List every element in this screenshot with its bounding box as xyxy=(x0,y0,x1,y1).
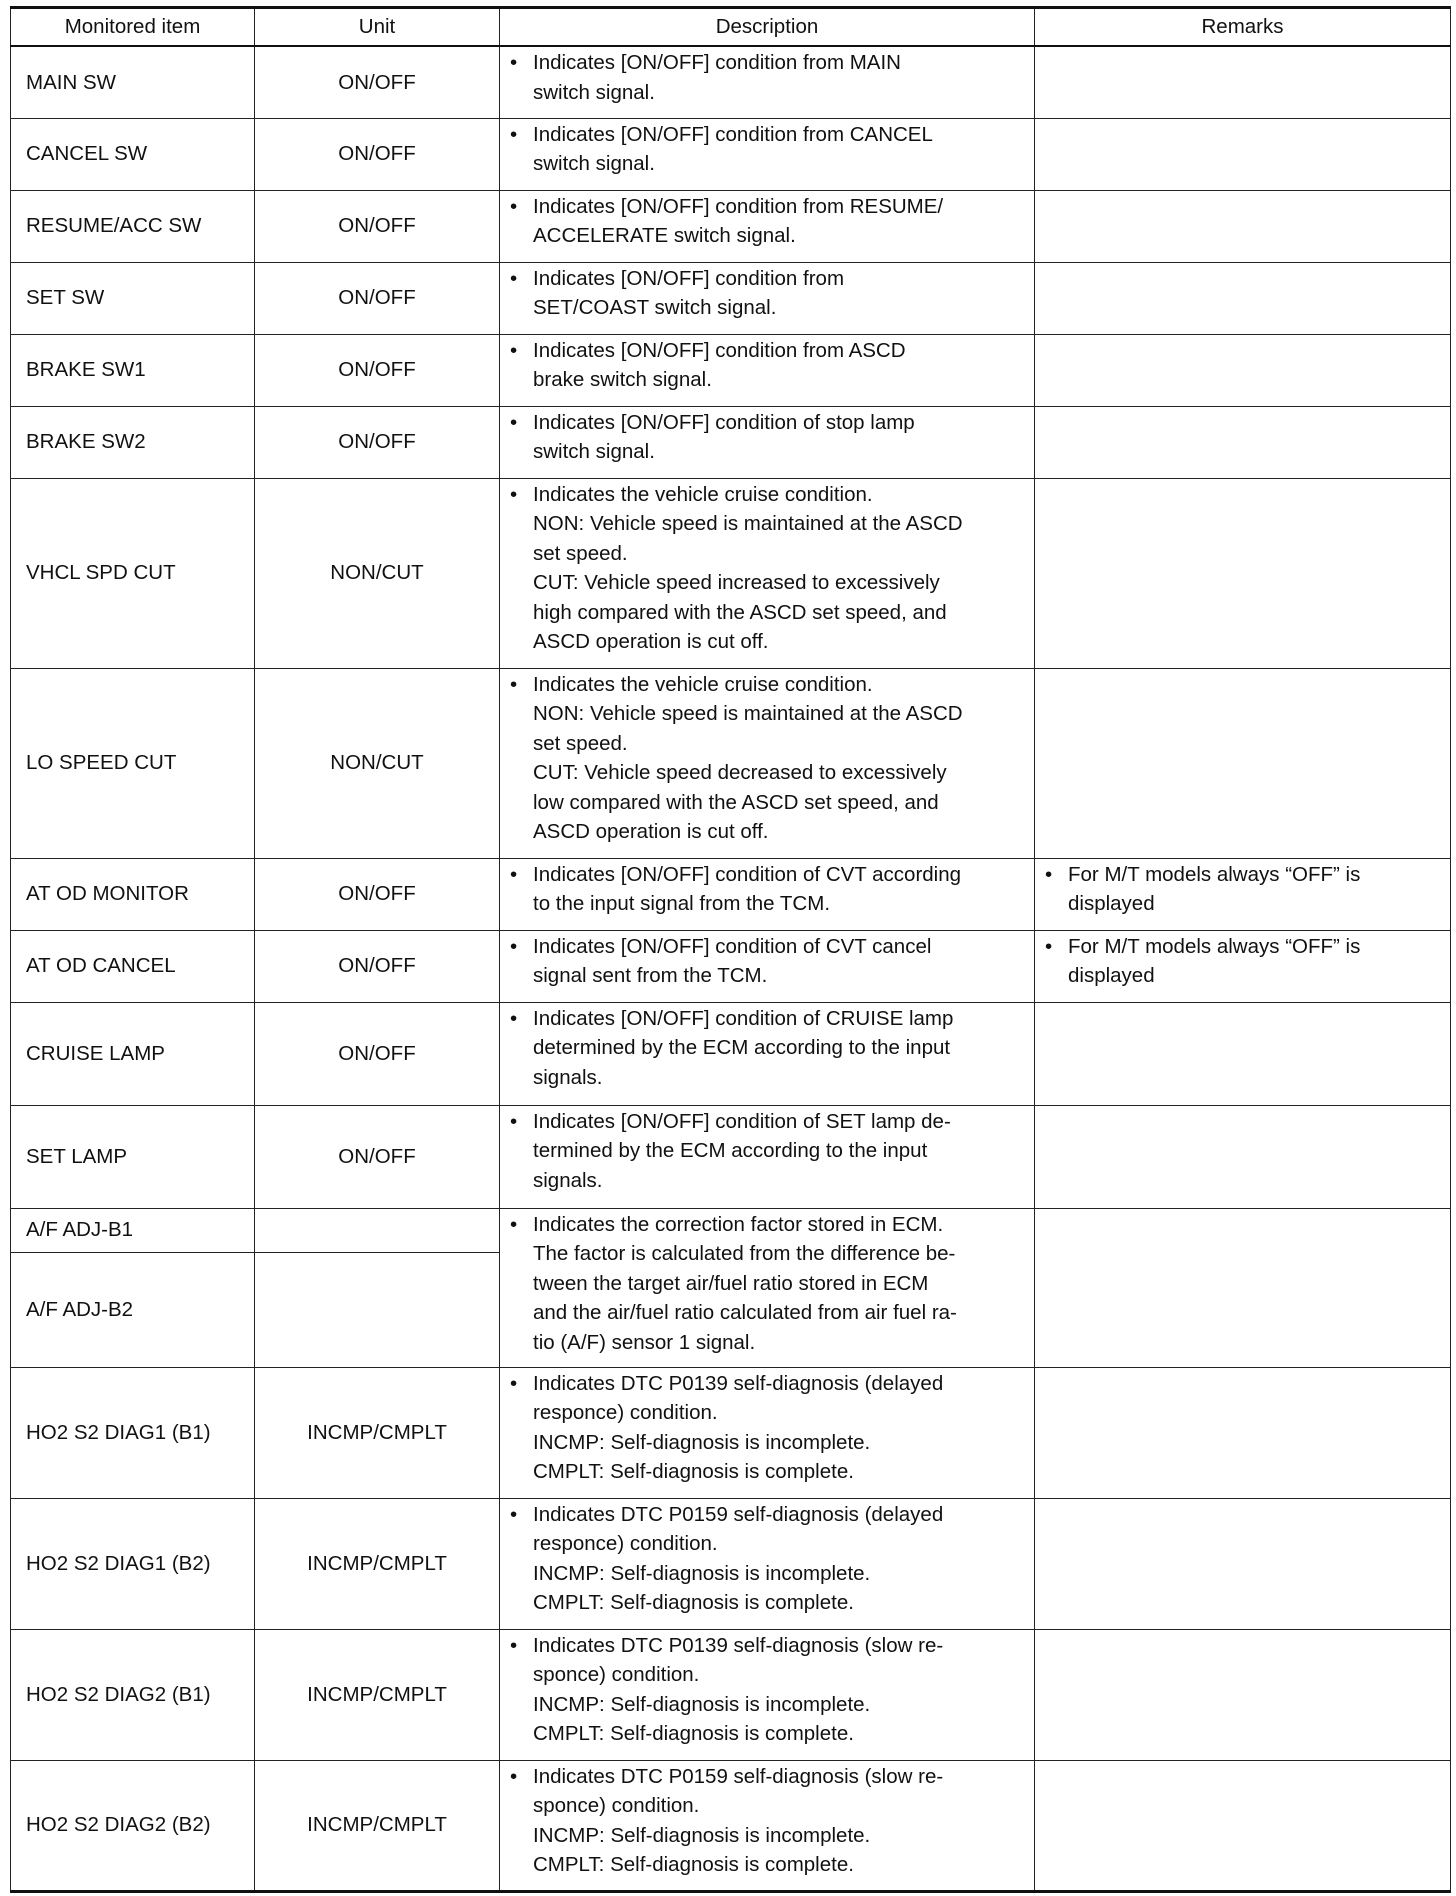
remarks-cell xyxy=(1035,334,1451,406)
description-bullet xyxy=(510,1107,1030,1196)
bullet-icon: • xyxy=(510,410,518,434)
description-line: Indicates DTC P0159 self-diagnosis (slow re- xyxy=(533,1764,944,1788)
description-line: Indicates [ON/OFF] condition from MAIN xyxy=(533,51,901,74)
bullet-icon: • xyxy=(510,1371,518,1395)
monitor-table-page xyxy=(10,6,1450,1893)
table-row xyxy=(11,478,1451,668)
description-line: INCMP: Self-diagnosis is incomplete. xyxy=(533,1430,871,1454)
description-cell xyxy=(500,930,1035,1002)
description-cell xyxy=(500,262,1035,334)
remarks-line: For M/T models always “OFF” is xyxy=(1068,934,1361,958)
description-line: Indicates the vehicle cruise condition. xyxy=(533,482,873,506)
bullet-icon: • xyxy=(510,194,518,218)
description-line: INCMP: Self-diagnosis is incomplete. xyxy=(533,1692,871,1716)
table-row xyxy=(11,858,1451,930)
description-line: responce) condition. xyxy=(533,1401,718,1424)
unit-cell: ON/OFF xyxy=(255,858,500,930)
bullet-icon: • xyxy=(510,672,518,696)
remarks-cell xyxy=(1035,46,1451,118)
monitored-item-cell: A/F ADJ-B2 xyxy=(11,1252,255,1367)
bullet-icon: • xyxy=(510,266,518,290)
remarks-line: displayed xyxy=(1068,892,1155,915)
monitored-item-cell: HO2 S2 DIAG1 (B2) xyxy=(11,1498,255,1629)
description-line: signals. xyxy=(533,1168,603,1192)
description-line: tio (A/F) sensor 1 signal. xyxy=(533,1330,756,1354)
description-line: INCMP: Self-diagnosis is incomplete. xyxy=(533,1823,871,1847)
description-line: switch signal. xyxy=(533,440,655,463)
description-line: Indicates DTC P0159 self-diagnosis (delayed xyxy=(533,1502,944,1526)
description-line: CMPLT: Self-diagnosis is complete. xyxy=(533,1591,854,1614)
remarks-line: displayed xyxy=(1068,964,1155,987)
description-line: CMPLT: Self-diagnosis is complete. xyxy=(533,1853,854,1876)
remarks-cell xyxy=(1035,190,1451,262)
description-line: Indicates [ON/OFF] condition from ASCD xyxy=(533,338,906,362)
unit-cell: INCMP/CMPLT xyxy=(255,1498,500,1629)
description-line: ACCELERATE switch signal. xyxy=(533,224,796,247)
unit-cell: INCMP/CMPLT xyxy=(255,1760,500,1891)
description-cell xyxy=(500,478,1035,668)
remarks-cell xyxy=(1035,1629,1451,1760)
bullet-icon: • xyxy=(510,122,518,146)
remarks-cell xyxy=(1035,930,1451,1002)
description-line: set speed. xyxy=(533,731,628,755)
description-cell xyxy=(500,1105,1035,1208)
description-line: Indicates the correction factor stored in ECM. xyxy=(533,1212,944,1236)
bullet-icon: • xyxy=(510,482,518,506)
unit-cell: ON/OFF xyxy=(255,118,500,190)
description-cell xyxy=(500,46,1035,118)
monitored-items-table xyxy=(10,6,1451,1893)
description-line: SET/COAST switch signal. xyxy=(533,296,777,319)
unit-cell: ON/OFF xyxy=(255,190,500,262)
description-line: sponce) condition. xyxy=(533,1794,700,1817)
remarks-cell xyxy=(1035,668,1451,858)
description-cell xyxy=(500,1498,1035,1629)
description-line: signal sent from the TCM. xyxy=(533,964,768,987)
monitored-item-cell: SET SW xyxy=(11,262,255,334)
description-cell xyxy=(500,190,1035,262)
description-line: NON: Vehicle speed is maintained at the ASCD xyxy=(533,702,963,725)
remarks-cell xyxy=(1035,262,1451,334)
bullet-icon: • xyxy=(510,1633,518,1657)
remarks-cell xyxy=(1035,406,1451,478)
remarks-cell xyxy=(1035,1105,1451,1208)
table-row xyxy=(11,1498,1451,1629)
unit-cell: ON/OFF xyxy=(255,1105,500,1208)
bullet-icon: • xyxy=(510,1502,518,1526)
remarks-bullet xyxy=(1045,860,1446,919)
description-bullet xyxy=(510,932,1030,991)
description-cell xyxy=(500,1208,1035,1367)
unit-cell: ON/OFF xyxy=(255,334,500,406)
description-line: signals. xyxy=(533,1065,603,1089)
remarks-line: For M/T models always “OFF” is xyxy=(1068,862,1361,886)
remarks-bullet xyxy=(1045,932,1446,991)
table-row xyxy=(11,1760,1451,1891)
table-header-row xyxy=(11,8,1451,47)
monitored-item-cell: BRAKE SW1 xyxy=(11,334,255,406)
description-bullet xyxy=(510,1004,1030,1093)
description-line: Indicates [ON/OFF] condition from xyxy=(533,266,845,290)
monitored-item-cell: SET LAMP xyxy=(11,1105,255,1208)
description-line: The factor is calculated from the difference be- xyxy=(533,1242,956,1265)
remarks-cell xyxy=(1035,1208,1451,1367)
bullet-icon: • xyxy=(1045,862,1053,886)
description-line: switch signal. xyxy=(533,80,655,104)
description-line: Indicates DTC P0139 self-diagnosis (slow re- xyxy=(533,1633,944,1657)
bullet-icon: • xyxy=(510,1212,518,1236)
description-line: Indicates [ON/OFF] condition of CRUISE lamp xyxy=(533,1006,954,1030)
description-line: Indicates [ON/OFF] condition from CANCEL xyxy=(533,122,933,146)
unit-cell: ON/OFF xyxy=(255,406,500,478)
description-line: CUT: Vehicle speed decreased to excessively xyxy=(533,761,947,784)
monitored-item-cell: RESUME/ACC SW xyxy=(11,190,255,262)
table-row xyxy=(11,262,1451,334)
description-line: and the air/fuel ratio calculated from air fuel ra- xyxy=(533,1301,957,1324)
monitored-item-cell: AT OD MONITOR xyxy=(11,858,255,930)
description-bullet xyxy=(510,860,1030,919)
description-bullet xyxy=(510,336,1030,395)
monitored-item-cell: HO2 S2 DIAG1 (B1) xyxy=(11,1367,255,1498)
description-line: low compared with the ASCD set speed, and xyxy=(533,790,939,814)
unit-cell: NON/CUT xyxy=(255,668,500,858)
monitored-item-cell: HO2 S2 DIAG2 (B2) xyxy=(11,1760,255,1891)
table-row xyxy=(11,1629,1451,1760)
description-bullet xyxy=(510,1210,1030,1358)
bullet-icon: • xyxy=(510,1006,518,1030)
description-line: switch signal. xyxy=(533,152,655,175)
table-row xyxy=(11,406,1451,478)
monitored-item-cell: BRAKE SW2 xyxy=(11,406,255,478)
description-cell xyxy=(500,1760,1035,1891)
remarks-cell xyxy=(1035,858,1451,930)
description-line: CMPLT: Self-diagnosis is complete. xyxy=(533,1722,854,1745)
description-cell xyxy=(500,406,1035,478)
monitored-item-cell: VHCL SPD CUT xyxy=(11,478,255,668)
description-bullet xyxy=(510,1631,1030,1749)
table-row xyxy=(11,930,1451,1002)
remarks-cell xyxy=(1035,1760,1451,1891)
description-line: Indicates DTC P0139 self-diagnosis (delayed xyxy=(533,1371,944,1395)
remarks-cell xyxy=(1035,118,1451,190)
unit-cell: INCMP/CMPLT xyxy=(255,1629,500,1760)
description-line: Indicates [ON/OFF] condition of stop lamp xyxy=(533,410,915,434)
bullet-icon: • xyxy=(1045,934,1053,958)
monitored-item-cell: A/F ADJ-B1 xyxy=(11,1208,255,1252)
monitored-item-cell: MAIN SW xyxy=(11,46,255,118)
unit-cell xyxy=(255,1252,500,1367)
description-line: Indicates the vehicle cruise condition. xyxy=(533,672,873,696)
bullet-icon: • xyxy=(510,1764,518,1788)
description-cell xyxy=(500,668,1035,858)
description-line: ASCD operation is cut off. xyxy=(533,820,769,843)
description-bullet xyxy=(510,1500,1030,1618)
remarks-cell xyxy=(1035,1367,1451,1498)
description-line: Indicates [ON/OFF] condition of SET lamp de- xyxy=(533,1109,951,1133)
bullet-icon: • xyxy=(510,1109,518,1133)
description-line: high compared with the ASCD set speed, and xyxy=(533,600,947,624)
remarks-cell xyxy=(1035,1498,1451,1629)
table-row xyxy=(11,190,1451,262)
description-line: Indicates [ON/OFF] condition of CVT cancel xyxy=(533,934,932,958)
description-line: NON: Vehicle speed is maintained at the ASCD xyxy=(533,512,963,535)
description-line: to the input signal from the TCM. xyxy=(533,892,831,915)
unit-cell: ON/OFF xyxy=(255,1002,500,1105)
description-line: tween the target air/fuel ratio stored in ECM xyxy=(533,1271,929,1295)
monitored-item-cell: CANCEL SW xyxy=(11,118,255,190)
description-bullet xyxy=(510,48,1030,107)
description-line: CUT: Vehicle speed increased to excessively xyxy=(533,571,940,594)
table-row xyxy=(11,46,1451,118)
header-monitored-item: Monitored item xyxy=(11,8,255,47)
description-line: CMPLT: Self-diagnosis is complete. xyxy=(533,1460,854,1483)
description-line: Indicates [ON/OFF] condition from RESUME/ xyxy=(533,194,944,218)
table-row xyxy=(11,1367,1451,1498)
description-line: sponce) condition. xyxy=(533,1663,700,1686)
description-line: Indicates [ON/OFF] condition of CVT according xyxy=(533,862,962,886)
description-bullet xyxy=(510,264,1030,323)
description-cell xyxy=(500,334,1035,406)
description-cell xyxy=(500,1002,1035,1105)
description-bullet xyxy=(510,192,1030,251)
description-line: ASCD operation is cut off. xyxy=(533,630,769,653)
bullet-icon: • xyxy=(510,934,518,958)
description-cell xyxy=(500,118,1035,190)
description-cell xyxy=(500,1629,1035,1760)
description-line: set speed. xyxy=(533,541,628,565)
description-line: termined by the ECM according to the input xyxy=(533,1139,928,1162)
monitored-item-cell: HO2 S2 DIAG2 (B1) xyxy=(11,1629,255,1760)
unit-cell: ON/OFF xyxy=(255,46,500,118)
description-line: INCMP: Self-diagnosis is incomplete. xyxy=(533,1561,871,1585)
description-line: brake switch signal. xyxy=(533,368,712,391)
header-description: Description xyxy=(500,8,1035,47)
description-line: responce) condition. xyxy=(533,1532,718,1555)
table-row xyxy=(11,1105,1451,1208)
remarks-cell xyxy=(1035,478,1451,668)
description-bullet xyxy=(510,408,1030,467)
table-row xyxy=(11,1002,1451,1105)
unit-cell: ON/OFF xyxy=(255,262,500,334)
monitored-item-cell: LO SPEED CUT xyxy=(11,668,255,858)
unit-cell: INCMP/CMPLT xyxy=(255,1367,500,1498)
header-unit: Unit xyxy=(255,8,500,47)
description-line: determined by the ECM according to the input xyxy=(533,1036,951,1059)
unit-cell xyxy=(255,1208,500,1252)
table-row xyxy=(11,118,1451,190)
table-row xyxy=(11,668,1451,858)
remarks-cell xyxy=(1035,1002,1451,1105)
bullet-icon: • xyxy=(510,51,518,74)
description-bullet xyxy=(510,1762,1030,1880)
description-cell xyxy=(500,858,1035,930)
description-bullet xyxy=(510,120,1030,179)
description-bullet xyxy=(510,1369,1030,1487)
bullet-icon: • xyxy=(510,862,518,886)
table-row xyxy=(11,334,1451,406)
description-cell xyxy=(500,1367,1035,1498)
monitored-item-cell: AT OD CANCEL xyxy=(11,930,255,1002)
description-bullet xyxy=(510,670,1030,847)
monitored-item-cell: CRUISE LAMP xyxy=(11,1002,255,1105)
bullet-icon: • xyxy=(510,338,518,362)
unit-cell: ON/OFF xyxy=(255,930,500,1002)
description-bullet xyxy=(510,480,1030,657)
table-row xyxy=(11,1208,1451,1252)
header-remarks: Remarks xyxy=(1035,8,1451,47)
unit-cell: NON/CUT xyxy=(255,478,500,668)
